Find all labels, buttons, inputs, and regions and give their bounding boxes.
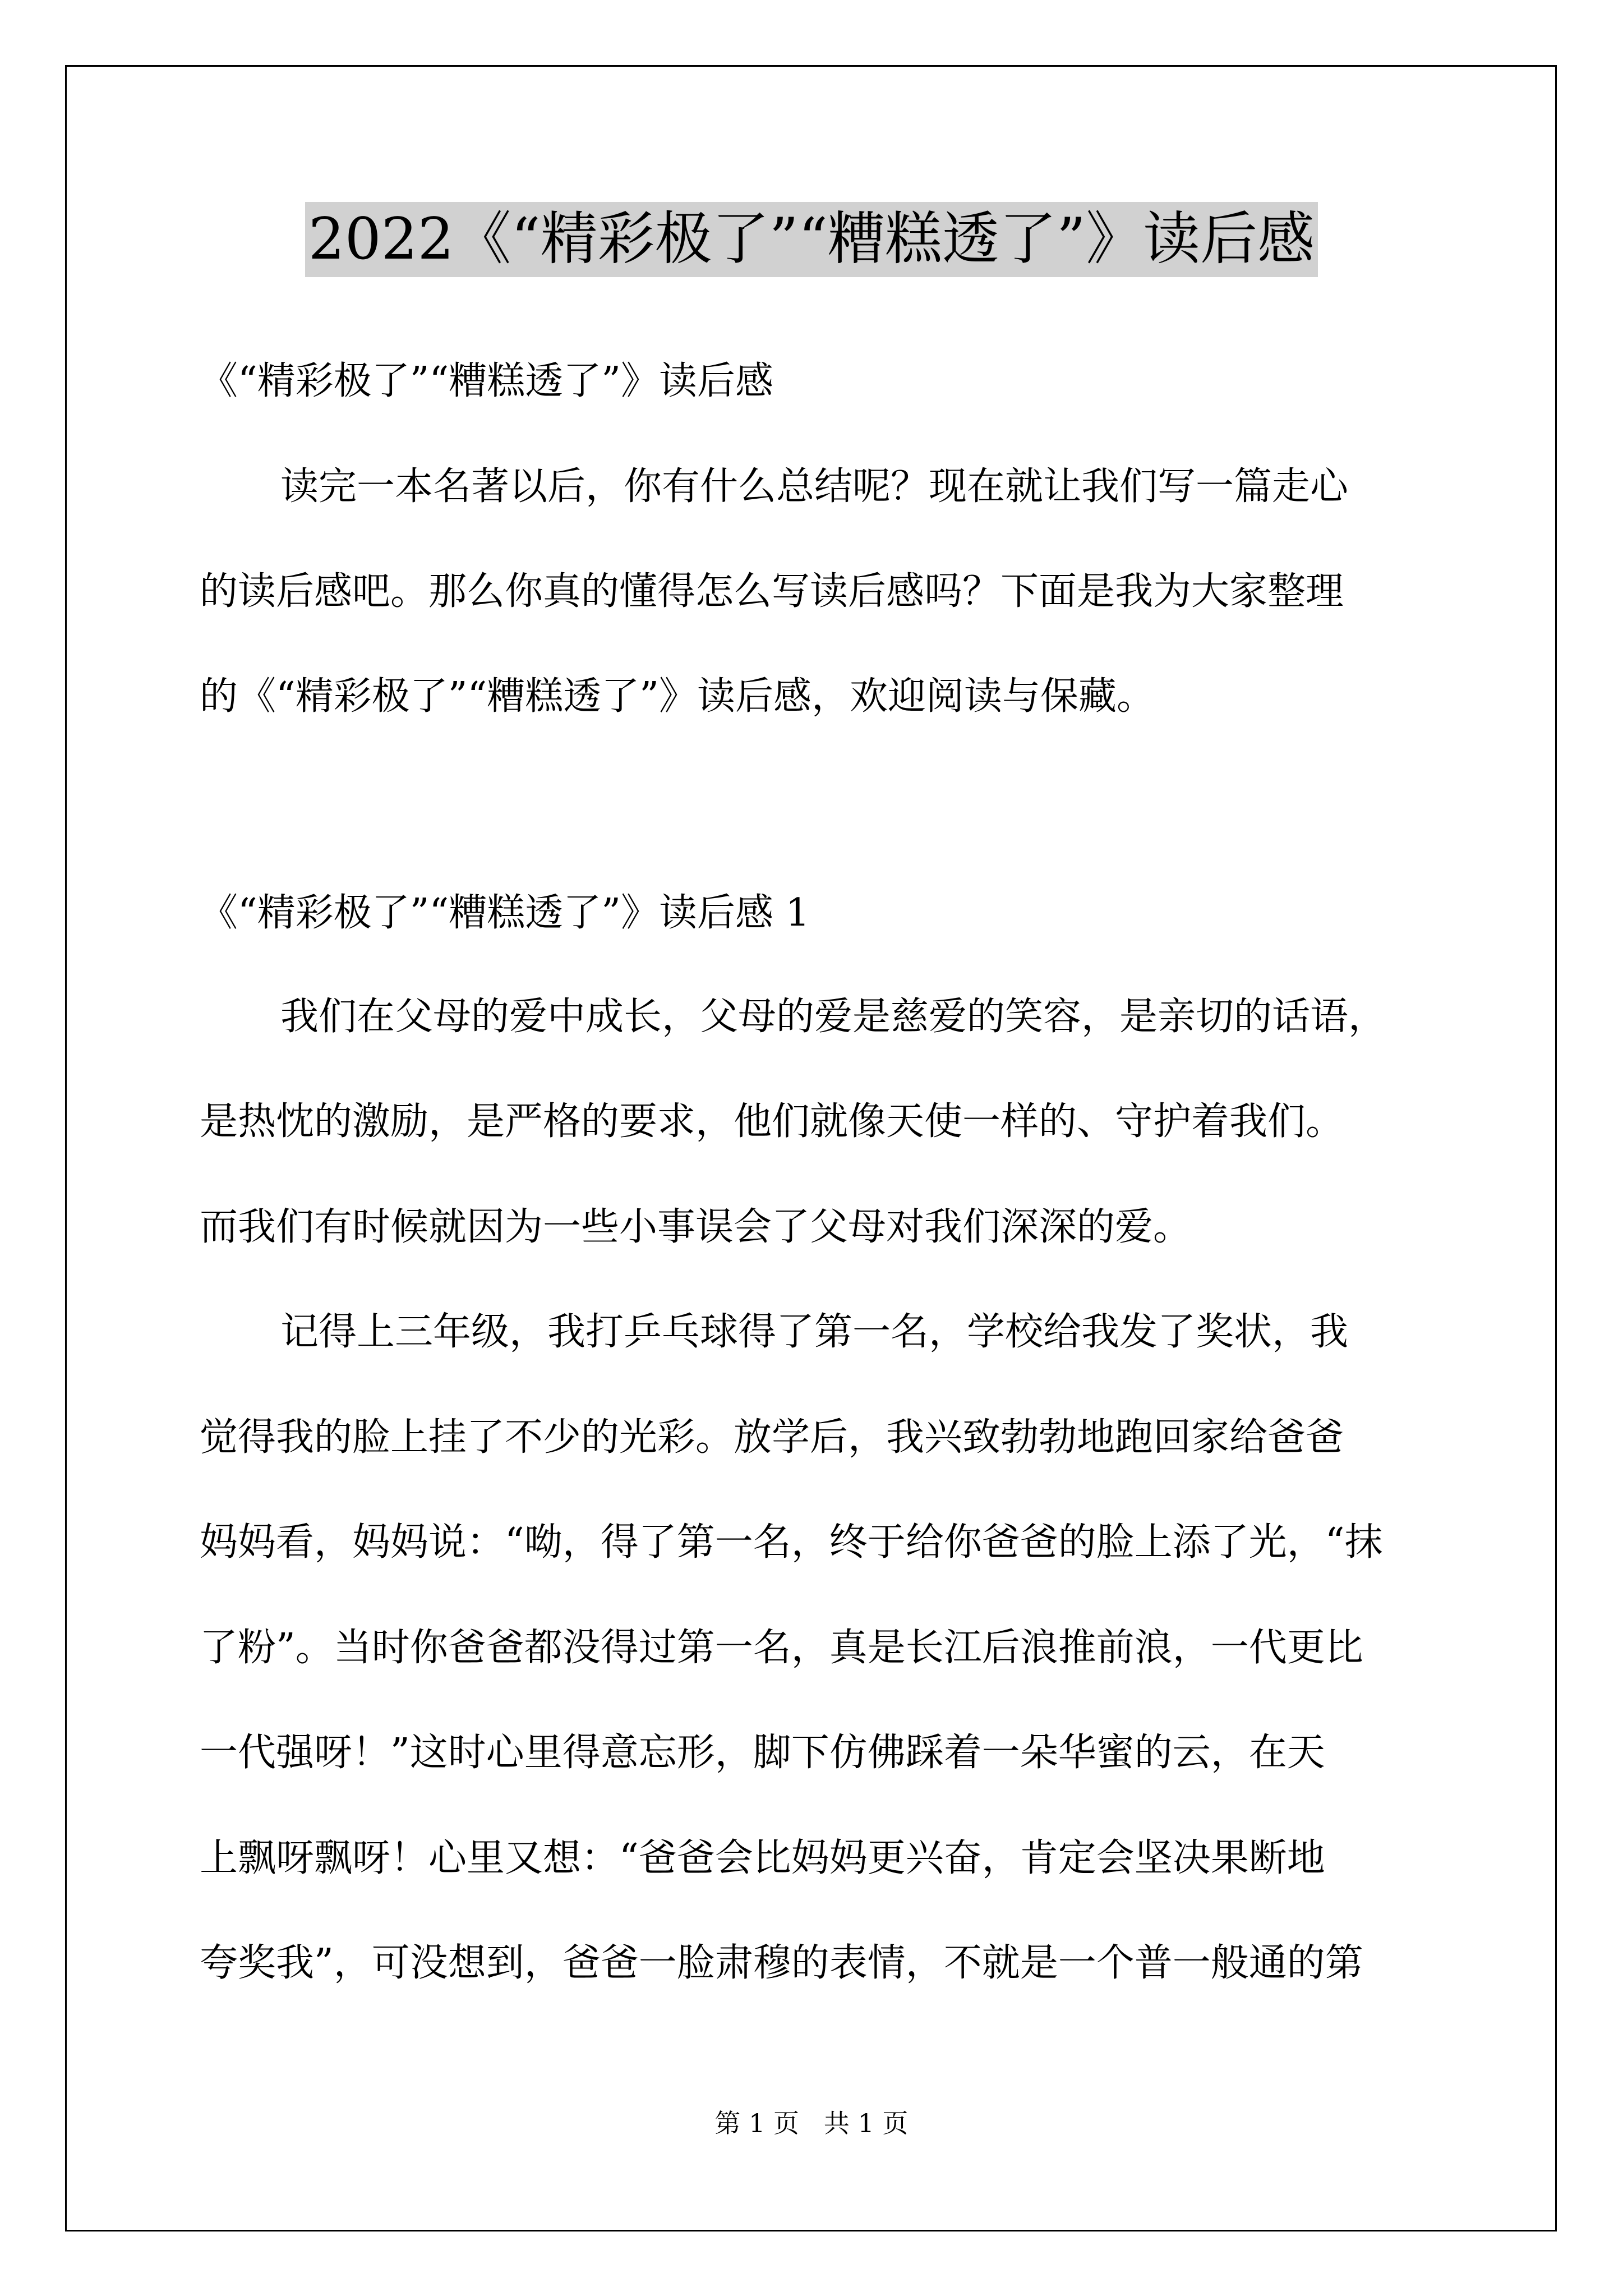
paragraph-line: 了粉”。当时你爸爸都没得过第一名，真是长江后浪推前浪，一代更比: [200, 1626, 1363, 1670]
paragraph-line: 觉得我的脸上挂了不少的光彩。放学后，我兴致勃勃地跑回家给爸爸: [200, 1415, 1344, 1460]
document-title: 2022《“精彩极了”“糟糕透了”》读后感: [305, 202, 1318, 277]
paragraph-line: 我们在父母的爱中成长，父母的爱是慈爱的笑容，是亲切的话语，: [280, 995, 1387, 1039]
paragraph-line: 妈妈看，妈妈说：“呦，得了第一名，终于给你爸爸的脸上添了光，“抹: [200, 1520, 1383, 1565]
paragraph-line: 记得上三年级，我打乒乓球得了第一名，学校给我发了奖状，我: [280, 1310, 1349, 1354]
paragraph-line: 是热忱的激励，是严格的要求，他们就像天使一样的、守护着我们。: [200, 1099, 1344, 1144]
paragraph-line: 的《“精彩极了”“糟糕透了”》读后感，欢迎阅读与保藏。: [200, 674, 1155, 719]
section-heading: 《“精彩极了”“糟糕透了”》读后感 1: [200, 891, 810, 935]
paragraph-line: 的读后感吧。那么你真的懂得怎么写读后感吗？下面是我为大家整理: [200, 569, 1344, 614]
paragraph-line: 一代强呀！”这时心里得意忘形，脚下仿佛踩着一朵华蜜的云，在天: [200, 1731, 1325, 1775]
paragraph-line: 读完一本名著以后，你有什么总结呢？现在就让我们写一篇走心: [280, 464, 1349, 509]
title-container: [0, 202, 1623, 277]
subtitle: 《“精彩极了”“糟糕透了”》读后感: [200, 359, 774, 403]
paragraph-line: 上飘呀飘呀！心里又想：“爸爸会比妈妈更兴奋，肯定会坚决果断地: [200, 1836, 1325, 1880]
page-footer: 第 1 页 共 1 页: [714, 2108, 909, 2138]
paragraph-line: 夸奖我”，可没想到，爸爸一脸肃穆的表情，不就是一个普一般通的第: [200, 1941, 1363, 1985]
paragraph-line: 而我们有时候就因为一些小事误会了父母对我们深深的爱。: [200, 1205, 1192, 1249]
